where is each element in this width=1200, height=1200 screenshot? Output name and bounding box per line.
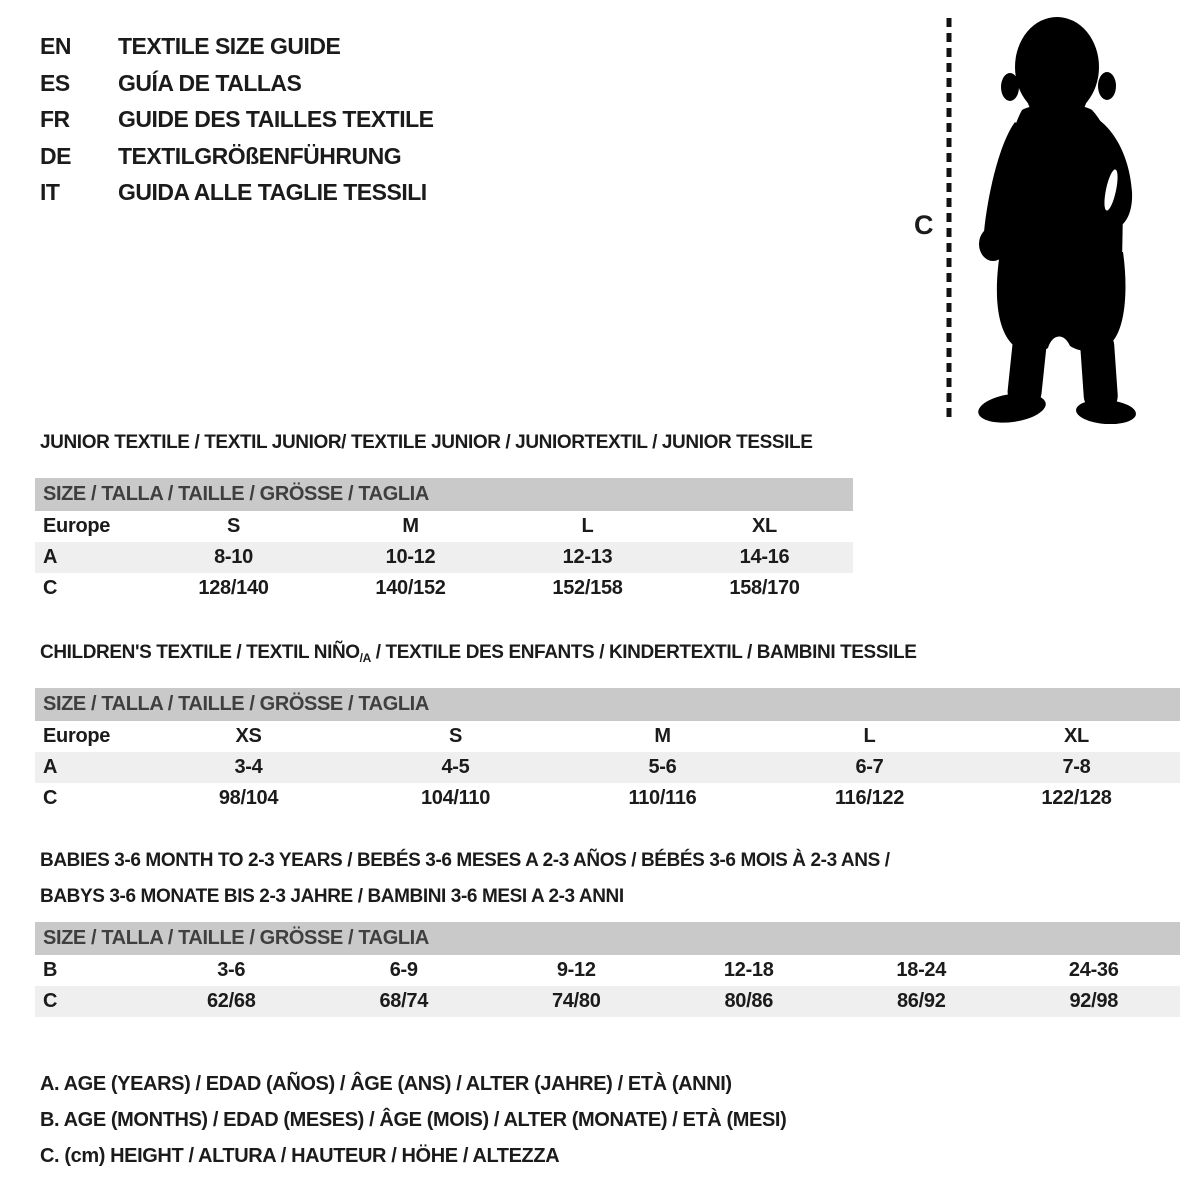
value-cell: 8-10 <box>214 546 253 568</box>
value-cell: 140/152 <box>375 577 446 599</box>
value-cell: 110/116 <box>628 787 697 809</box>
lang-code: FR <box>40 106 70 132</box>
value-cell: 6-9 <box>389 959 418 981</box>
lang-row-fr <box>40 101 434 138</box>
legend-line-a: A. AGE (YEARS) / EDAD (AÑOS) / ÂGE (ANS) / ALTER (JAHRE) / ETÀ (ANNI) <box>40 1073 732 1095</box>
babies-height-row <box>35 986 1180 1017</box>
value-cell: 92/98 <box>1069 990 1119 1012</box>
value-cell: 68/74 <box>379 990 429 1012</box>
value-cell: 4-5 <box>441 756 470 778</box>
guide-title-es: GUÍA DE TALLAS <box>118 69 302 96</box>
babies-age-row <box>35 955 1180 986</box>
row-label: C <box>43 787 58 809</box>
lang-code: ES <box>40 69 70 96</box>
junior-size-row <box>35 511 853 542</box>
language-title-list <box>40 28 434 211</box>
size-cell: L <box>581 515 594 537</box>
value-cell: 128/140 <box>198 577 269 599</box>
value-cell: 158/170 <box>729 577 800 599</box>
guide-title-fr: GUIDE DES TAILLES TEXTILE <box>118 106 434 132</box>
legend-line-b: B. AGE (MONTHS) / EDAD (MESES) / ÂGE (MOIS) / ALTER (MONATE) / ETÀ (MESI) <box>40 1109 787 1131</box>
value-cell: 98/104 <box>218 787 279 809</box>
value-cell: 62/68 <box>206 990 256 1012</box>
region-label: Europe <box>43 725 111 747</box>
size-cell: S <box>448 725 463 747</box>
height-measure-figure <box>900 10 1180 425</box>
lang-row-en <box>40 28 434 65</box>
lang-row-es <box>40 65 434 102</box>
value-cell: 116/122 <box>834 787 905 809</box>
row-label: B <box>43 959 58 981</box>
dashed-height-line-icon <box>946 18 952 418</box>
junior-section-title: JUNIOR TEXTILE / TEXTIL JUNIOR/ TEXTILE JUNIOR / JUNIORTEXTIL / JUNIOR TESSILE <box>40 432 813 453</box>
value-cell: 152/158 <box>552 577 623 599</box>
value-cell: 6-7 <box>855 756 884 778</box>
legend-line-c: C. (cm) HEIGHT / ALTURA / HAUTEUR / HÖHE / ALTEZZA <box>40 1145 560 1167</box>
size-cell: M <box>654 725 671 747</box>
junior-table-header: SIZE / TALLA / TAILLE / GRÖSSE / TAGLIA <box>35 478 853 511</box>
children-age-row <box>35 752 1180 783</box>
value-cell: 14-16 <box>739 546 790 568</box>
legend <box>40 1066 786 1174</box>
lang-code: EN <box>40 33 71 59</box>
value-cell: 9-12 <box>556 959 596 981</box>
value-cell: 12-13 <box>562 546 613 568</box>
toddler-silhouette-icon <box>960 12 1170 424</box>
region-label: Europe <box>43 515 111 537</box>
size-cell: XS <box>235 725 262 747</box>
children-table-header: SIZE / TALLA / TAILLE / GRÖSSE / TAGLIA <box>35 688 1180 721</box>
lang-row-de <box>40 138 434 175</box>
children-title-subscript: /A <box>359 651 371 665</box>
babies-title-line1: BABIES 3-6 MONTH TO 2-3 YEARS / BEBÉS 3-6 MESES A 2-3 AÑOS / BÉBÉS 3-6 MOIS À 2-3 ANS / <box>40 850 890 871</box>
row-label: A <box>43 546 58 568</box>
value-cell: 3-4 <box>234 756 263 778</box>
value-cell: 74/80 <box>551 990 601 1012</box>
babies-title-line2: BABYS 3-6 MONATE BIS 2-3 JAHRE / BAMBINI 3-6 MESI A 2-3 ANNI <box>40 886 624 907</box>
babies-table-header: SIZE / TALLA / TAILLE / GRÖSSE / TAGLIA <box>35 922 1180 955</box>
babies-size-table <box>35 922 1180 1017</box>
children-section-title <box>40 642 916 665</box>
guide-title-it: GUIDA ALLE TAGLIE TESSILI <box>118 179 427 205</box>
row-label: A <box>43 756 58 778</box>
size-cell: XL <box>1064 725 1089 747</box>
measure-c-label: C <box>914 210 934 240</box>
lang-row-it <box>40 174 434 211</box>
value-cell: 10-12 <box>385 546 436 568</box>
value-cell: 5-6 <box>648 756 677 778</box>
row-label: C <box>43 577 58 599</box>
value-cell: 24-36 <box>1068 959 1119 981</box>
guide-title-de: TEXTILGRÖßENFÜHRUNG <box>118 142 402 169</box>
children-size-table <box>35 688 1180 814</box>
lang-code: IT <box>40 179 60 205</box>
value-cell: 7-8 <box>1062 756 1091 778</box>
size-cell: S <box>226 515 241 537</box>
junior-age-row <box>35 542 853 573</box>
row-label: C <box>43 990 58 1012</box>
junior-size-table <box>35 478 853 604</box>
value-cell: 12-18 <box>723 959 774 981</box>
children-title-rest: / TEXTILE DES ENFANTS / KINDERTEXTIL / BAMBINI TESSILE <box>370 642 917 663</box>
babies-section-title <box>40 843 890 915</box>
value-cell: 104/110 <box>420 787 491 809</box>
size-cell: L <box>863 725 876 747</box>
value-cell: 122/128 <box>1041 787 1112 809</box>
children-size-row <box>35 721 1180 752</box>
size-cell: M <box>402 515 419 537</box>
children-title-main: CHILDREN'S TEXTILE / TEXTIL NIÑO <box>40 642 360 663</box>
value-cell: 3-6 <box>217 959 246 981</box>
lang-code: DE <box>40 142 71 169</box>
value-cell: 18-24 <box>896 959 947 981</box>
value-cell: 80/86 <box>724 990 774 1012</box>
guide-title-en: TEXTILE SIZE GUIDE <box>118 33 341 59</box>
value-cell: 86/92 <box>896 990 946 1012</box>
size-cell: XL <box>752 515 777 537</box>
children-height-row <box>35 783 1180 814</box>
junior-height-row <box>35 573 853 604</box>
